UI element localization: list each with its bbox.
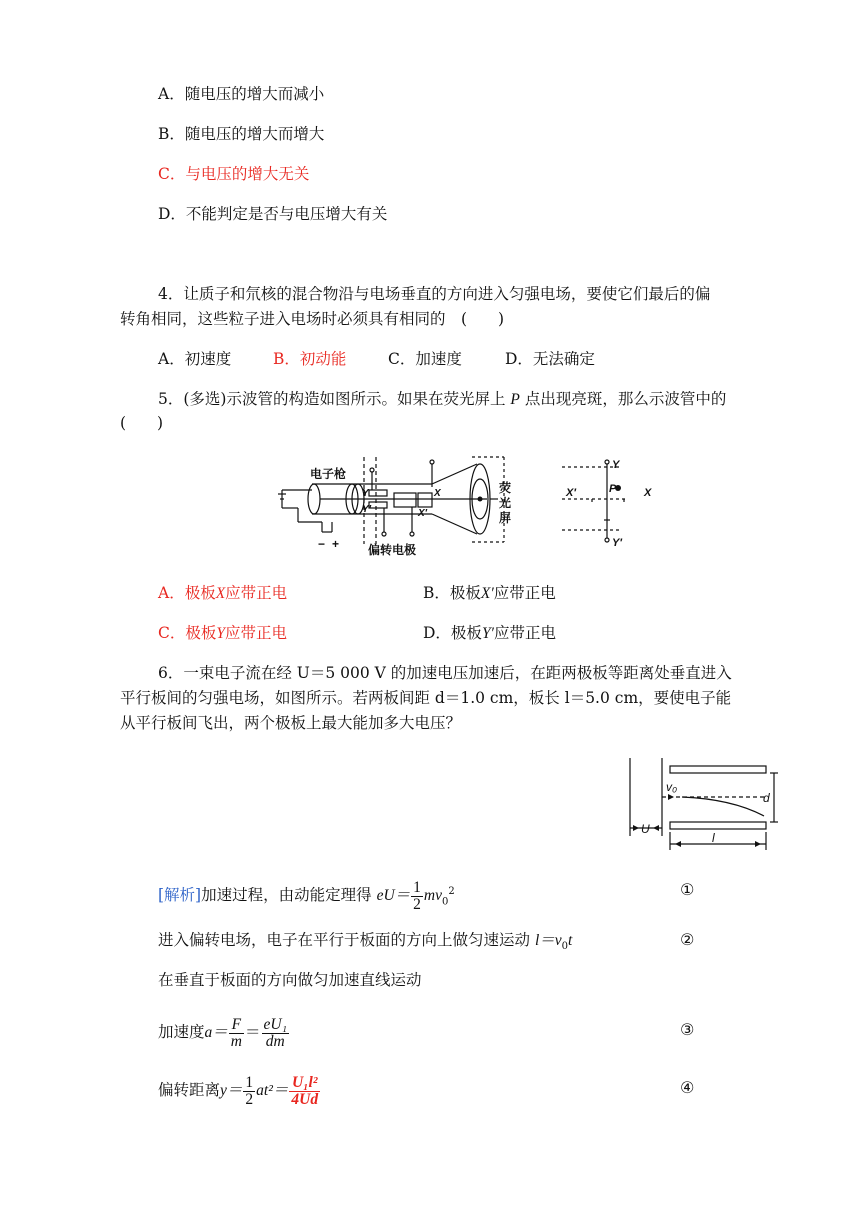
s4-fraction-1 — [229, 1017, 244, 1050]
q5-stem-p: P — [510, 391, 520, 408]
s5-f2-num: U₁l² — [289, 1075, 320, 1092]
q6-stem-line1: 6．一束电子流在经 U＝5 000 V 的加速电压加速后，在距两极板等距离处垂直进入 — [158, 664, 732, 682]
plus-sign: + — [332, 537, 340, 551]
d-label: d — [763, 791, 770, 805]
s4-a: a＝ — [204, 1024, 228, 1041]
q3-option-d: D．不能判定是否与电压增大有关 — [158, 205, 388, 223]
q5-d-suffix: 应带正电 — [493, 624, 556, 642]
s4-text: 加速度 — [158, 1023, 205, 1041]
q5-c-prefix: C．极板 — [158, 624, 217, 642]
s1-fraction — [411, 880, 423, 913]
q4-option-a: A．初速度 — [158, 350, 232, 368]
solution-step-5 — [158, 1070, 321, 1111]
screen-label-3: 屏 — [499, 511, 512, 525]
s4-eq: ＝ — [244, 1023, 261, 1041]
screen-x-label: X — [644, 487, 652, 499]
s4-f1-den: m — [230, 1032, 242, 1050]
q5-a-suffix: 应带正电 — [225, 584, 288, 602]
solution-step-3: 在垂直于板面的方向做匀加速直线运动 — [158, 971, 422, 989]
v0-label: v₀ — [666, 780, 678, 794]
s2-sub: 0 — [561, 941, 569, 953]
q5-b-prefix: B．极板 — [423, 584, 481, 602]
minus-sign: − — [318, 537, 326, 551]
solution-step-1 — [158, 874, 455, 920]
solution-step-2 — [158, 930, 572, 957]
screen-yp-label: Y′ — [612, 537, 622, 549]
screen-label-1: 荧 — [499, 481, 512, 495]
q4-option-c: C．加速度 — [388, 350, 462, 368]
step-number-2: ② — [680, 930, 695, 949]
l-label: l — [712, 831, 715, 845]
q3-option-c: C．与电压的增大无关 — [158, 165, 310, 183]
solution-tag: [解析] — [158, 886, 202, 905]
q5-d-prefix: D．极板 — [423, 624, 482, 642]
oscilloscope-diagram — [272, 452, 672, 560]
screen-label-2: 光 — [499, 496, 512, 510]
s1-eq-sub: 0 — [441, 896, 449, 908]
s2-eq: l＝v — [534, 932, 562, 949]
q5-stem-line2: ( ) — [120, 414, 164, 432]
s4-f2-den: dm — [265, 1032, 285, 1050]
solution-step-4 — [158, 1012, 290, 1053]
q5-option-a — [158, 583, 287, 604]
q3-option-b: B．随电压的增大而增大 — [158, 125, 325, 143]
q5-c-suffix: 应带正电 — [225, 624, 288, 642]
s1-frac-num: 1 — [413, 878, 421, 896]
s1-text: 加速过程，由动能定理得 — [201, 886, 372, 905]
q4-option-b: B．初动能 — [273, 350, 347, 368]
q5-b-var: X′ — [480, 585, 494, 602]
q4-stem-line2: 转角相同，这些粒子进入电场时必须具有相同的 ( ) — [120, 310, 505, 328]
q5-option-c — [158, 623, 287, 644]
q5-option-b — [423, 583, 556, 604]
screen-p-label: P — [609, 483, 617, 495]
s5-f1-num: 1 — [245, 1073, 254, 1091]
q5-stem-part1: 5．(多选)示波管的构造如图所示。如果在荧光屏上 — [158, 390, 506, 408]
step-number-1: ① — [680, 880, 695, 899]
s5-fraction-1 — [243, 1075, 255, 1108]
s4-fraction-2 — [262, 1017, 289, 1050]
q4-option-d: D．无法确定 — [505, 350, 595, 368]
q5-d-var: Y′ — [481, 625, 494, 642]
deflect-label: 偏转电极 — [368, 543, 417, 557]
s4-f1-num: F — [229, 1017, 244, 1034]
s2-t: t — [568, 932, 573, 949]
plate-yp-label: Y′ — [362, 504, 372, 515]
q6-stem-line2: 平行板间的匀强电场，如图所示。若两板间距 d＝1.0 cm，板长 l＝5.0 cm，要使电子能 — [120, 689, 732, 707]
q3-option-a: A．随电压的增大而减小 — [158, 85, 325, 103]
q5-option-d — [423, 623, 556, 644]
s5-text: 偏转距离 — [158, 1081, 221, 1099]
s5-f1-den: 2 — [245, 1090, 254, 1108]
plate-y-label: Y — [362, 488, 369, 499]
s4-f2-num: eU₁ — [263, 1015, 287, 1033]
q5-a-prefix: A．极板 — [158, 584, 216, 602]
screen-xp-label: X′ — [566, 487, 576, 499]
parallel-plate-diagram — [622, 756, 782, 852]
gun-label: 电子枪 — [310, 467, 347, 481]
q5-c-var: Y — [216, 625, 225, 642]
plate-xp-label: X′ — [418, 508, 428, 519]
q5-a-var: X — [215, 585, 226, 602]
u-label: U — [641, 822, 650, 836]
step-number-4: ④ — [680, 1078, 695, 1097]
q6-stem-line3: 从平行板间飞出，两个极板上最大能加多大电压？ — [120, 714, 462, 732]
s5-fraction-2 — [289, 1075, 320, 1108]
q5-stem-line1 — [158, 389, 726, 410]
step-number-3: ③ — [680, 1020, 695, 1039]
s5-y: y＝ — [220, 1082, 243, 1099]
s1-eq-sup: 2 — [448, 886, 455, 897]
plate-x-label: X — [434, 488, 441, 499]
s2-text: 进入偏转电场，电子在平行于板面的方向上做匀速运动 — [158, 931, 531, 949]
s1-frac-den: 2 — [413, 895, 421, 913]
q5-b-suffix: 应带正电 — [493, 584, 556, 602]
s5-f2-den: 4Ud — [291, 1090, 319, 1108]
s1-eq-lhs: eU＝ — [376, 887, 411, 905]
q4-stem-line1: 4．让质子和氘核的混合物沿与电场垂直的方向进入匀强电场，要使它们最后的偏 — [158, 285, 711, 303]
s1-eq-rhs: mv — [423, 887, 442, 905]
screen-y-label: Y — [612, 459, 620, 471]
s5-at: at²＝ — [256, 1082, 289, 1099]
q5-stem-part2: 点出现亮斑，那么示波管中的 — [524, 390, 727, 408]
